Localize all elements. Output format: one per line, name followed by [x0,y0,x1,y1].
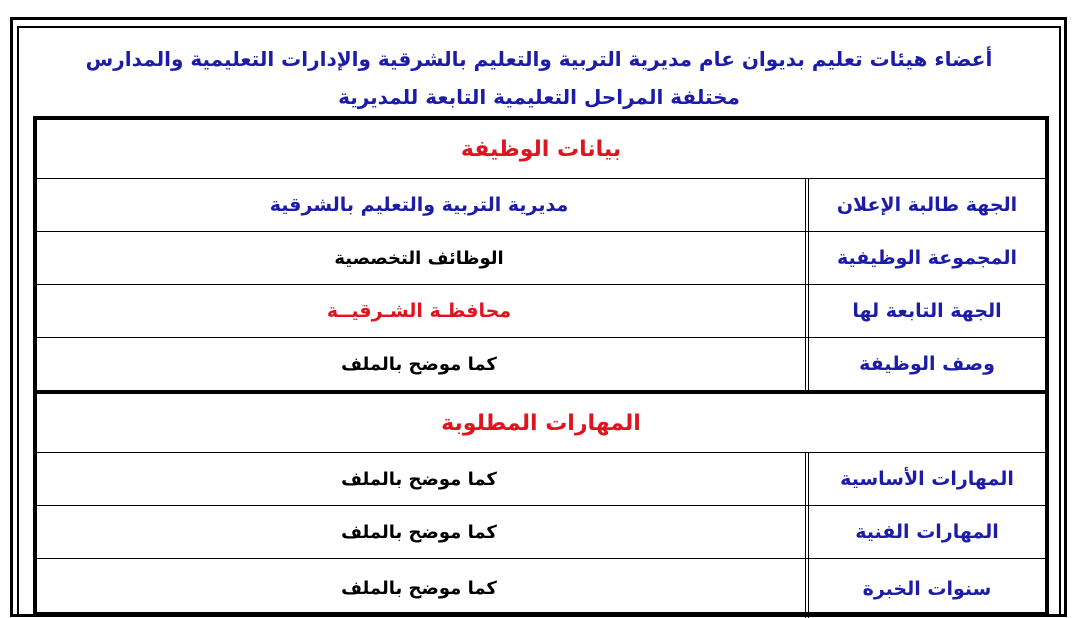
row-value: محافظـة الشـرقيــة [326,300,512,322]
job-section-header: بيانات الوظيفة [460,136,622,162]
title-line-2: مختلفة المراحل التعليمية التابعة للمديرية [338,85,740,109]
table-row-job-group [37,231,1045,284]
row-value: كما موضح بالملف [341,578,497,599]
document-title [22,40,1056,116]
table-row-advertiser [37,178,1045,231]
row-value: الوظائف التخصصية [334,247,504,269]
row-value: كما موضح بالملف [341,521,497,543]
table-row-description [37,337,1045,390]
row-value: كما موضح بالملف [341,353,497,375]
row-label: الجهة التابعة لها [805,285,1045,337]
row-label: الجهة طالبة الإعلان [805,179,1045,231]
table-row-experience [37,558,1045,618]
row-label: المهارات الفنية [805,506,1045,558]
row-value: مديرية التربية والتعليم بالشرقية [269,194,569,216]
row-value: كما موضح بالملف [341,468,497,490]
table-row-technical-skills [37,505,1045,558]
skills-section-header: المهارات المطلوبة [441,410,641,436]
job-table [33,116,1049,616]
table-row-affiliation [37,284,1045,337]
row-label: المهارات الأساسية [805,453,1045,505]
row-label: وصف الوظيفة [805,338,1045,390]
table-row-basic-skills [37,452,1045,505]
row-label: المجموعة الوظيفية [805,232,1045,284]
row-label: سنوات الخبرة [805,559,1045,618]
title-line-1: أعضاء هيئات تعليم بديوان عام مديرية التربية والتعليم بالشرقية والإدارات التعليمية والمدارس [85,47,993,71]
